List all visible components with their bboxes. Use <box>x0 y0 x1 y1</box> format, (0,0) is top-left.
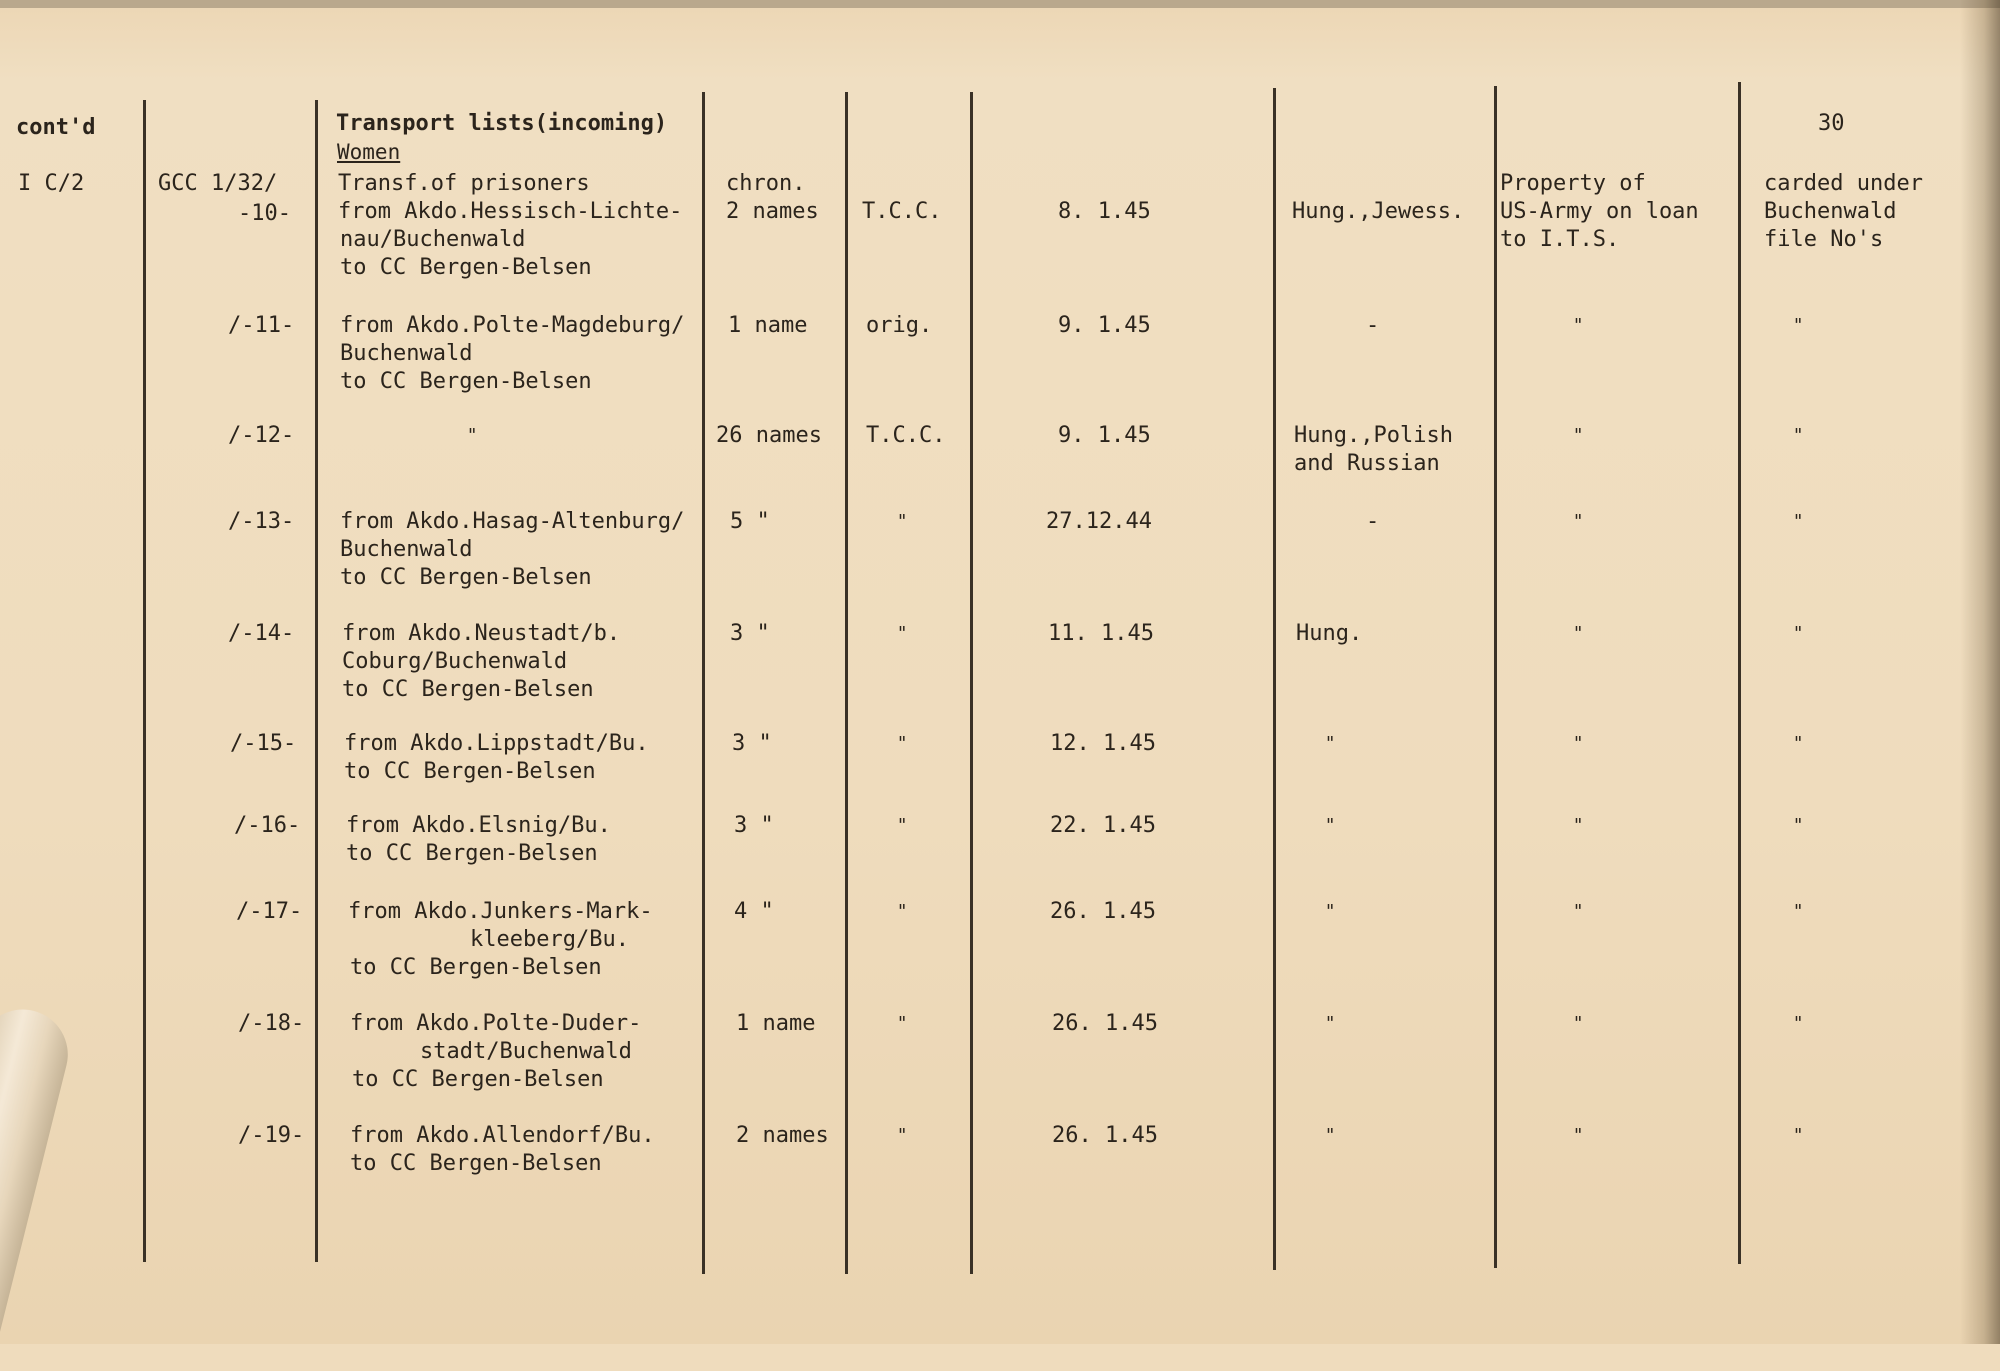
row-desc-line: kleeberg/Bu. <box>470 927 629 952</box>
row-nationality-ditto: " <box>1326 1013 1335 1034</box>
row-10-names: 2 names <box>726 199 819 224</box>
row-nationality-ditto: " <box>1326 901 1335 922</box>
property-note-line: Property of <box>1500 171 1646 196</box>
row-property-ditto: " <box>1574 1125 1583 1146</box>
row-desc-line: from Akdo.Polte-Duder- <box>350 1011 642 1036</box>
carded-note-line: Buchenwald <box>1764 199 1897 224</box>
row-desc-line: from Akdo.Junkers-Mark- <box>348 899 653 924</box>
row-carded-ditto: " <box>1794 623 1803 644</box>
row-desc-line: to CC Bergen-Belsen <box>352 1067 604 1092</box>
row-10-desc-line: to CC Bergen-Belsen <box>340 255 592 280</box>
row-names: 4 " <box>734 899 774 924</box>
file-ref: GCC 1/32/ <box>158 171 278 196</box>
row-date: 11. 1.45 <box>1048 621 1154 646</box>
carded-note-line: carded under <box>1764 171 1923 196</box>
row-desc-line: Buchenwald <box>340 341 473 366</box>
row-desc-line: from Akdo.Lippstadt/Bu. <box>344 731 649 756</box>
row-desc-line: stadt/Buchenwald <box>420 1039 632 1064</box>
row-nationality: Hung. <box>1296 621 1363 646</box>
row-form-ditto: " <box>898 623 907 644</box>
row-names: 3 " <box>734 813 774 838</box>
row-carded-ditto: " <box>1794 1125 1803 1146</box>
row-desc-line: from Akdo.Polte-Magdeburg/ <box>340 313 685 338</box>
row-carded-ditto: " <box>1794 315 1803 336</box>
row-id: /-12- <box>228 423 295 448</box>
row-form-ditto: " <box>898 511 907 532</box>
row-form-ditto: " <box>898 733 907 754</box>
row-property-ditto: " <box>1574 1013 1583 1034</box>
row-names: 5 " <box>730 509 770 534</box>
row-carded-ditto: " <box>1794 511 1803 532</box>
column-rule-6 <box>1273 88 1276 1270</box>
row-property-ditto: " <box>1574 815 1583 836</box>
row-desc-line: Coburg/Buchenwald <box>342 649 568 674</box>
row-desc-ditto: " <box>468 425 477 446</box>
row-10-desc-line: nau/Buchenwald <box>340 227 526 252</box>
section-ref: I C/2 <box>18 171 85 196</box>
row-nationality-ditto: " <box>1326 1125 1335 1146</box>
page-title: Transport lists(incoming) <box>336 111 668 136</box>
row-nationality: and Russian <box>1294 451 1440 476</box>
page-binding-shadow <box>1960 0 2000 1344</box>
column-rule-7 <box>1494 86 1497 1268</box>
row-carded-ditto: " <box>1794 733 1803 754</box>
row-form: T.C.C. <box>866 423 946 448</box>
page-number: 30 <box>1818 111 1845 136</box>
property-note-line: to I.T.S. <box>1500 227 1620 252</box>
column-rule-2 <box>315 100 318 1262</box>
row-desc-line: to CC Bergen-Belsen <box>340 565 592 590</box>
row-form: orig. <box>866 313 933 338</box>
row-desc-line: to CC Bergen-Belsen <box>350 955 602 980</box>
row-property-ditto: " <box>1574 425 1583 446</box>
column-rule-5 <box>970 92 973 1274</box>
page-top-edge <box>0 0 2000 8</box>
row-date: 9. 1.45 <box>1058 313 1151 338</box>
row-desc-line: to CC Bergen-Belsen <box>342 677 594 702</box>
row-names: 3 " <box>732 731 772 756</box>
row-carded-ditto: " <box>1794 815 1803 836</box>
row-id: /-17- <box>236 899 303 924</box>
row-desc-line: to CC Bergen-Belsen <box>340 369 592 394</box>
row-property-ditto: " <box>1574 901 1583 922</box>
page-subtitle: Women <box>337 140 401 164</box>
row-id: /-18- <box>238 1011 305 1036</box>
row-property-ditto: " <box>1574 511 1583 532</box>
row-date: 9. 1.45 <box>1058 423 1151 448</box>
property-note-line: US-Army on loan <box>1500 199 1699 224</box>
row-nationality-ditto: " <box>1326 815 1335 836</box>
row-nationality: - <box>1366 313 1380 338</box>
contd-label: cont'd <box>16 115 96 140</box>
page-clip <box>0 1000 77 1371</box>
row-nationality-ditto: " <box>1326 733 1335 754</box>
row-desc-line: from Akdo.Hasag-Altenburg/ <box>340 509 685 534</box>
row-date: 26. 1.45 <box>1050 899 1156 924</box>
carded-note-line: file No's <box>1764 227 1884 252</box>
row-date: 26. 1.45 <box>1052 1011 1158 1036</box>
row-desc-line: to CC Bergen-Belsen <box>346 841 598 866</box>
row-desc-line: from Akdo.Elsnig/Bu. <box>346 813 611 838</box>
row-names: 1 name <box>736 1011 816 1036</box>
row-names: 1 name <box>728 313 808 338</box>
row-id: /-16- <box>234 813 301 838</box>
row-desc-line: Buchenwald <box>340 537 473 562</box>
row-10-nationality: Hung.,Jewess. <box>1292 199 1465 224</box>
row-nationality: - <box>1366 509 1380 534</box>
row-date: 26. 1.45 <box>1052 1123 1158 1148</box>
row-id: /-15- <box>230 731 297 756</box>
row-carded-ditto: " <box>1794 425 1803 446</box>
row-names: 26 names <box>716 423 822 448</box>
row-10-date: 8. 1.45 <box>1058 199 1151 224</box>
row-10-desc-line: Transf.of prisoners <box>338 171 590 196</box>
row-form-ditto: " <box>898 815 907 836</box>
row-id: /-19- <box>238 1123 305 1148</box>
row-id: /-13- <box>228 509 295 534</box>
row-property-ditto: " <box>1574 623 1583 644</box>
names-header: chron. <box>726 171 806 196</box>
row-form-ditto: " <box>898 1013 907 1034</box>
column-rule-8 <box>1738 82 1741 1264</box>
row-date: 27.12.44 <box>1046 509 1152 534</box>
row-property-ditto: " <box>1574 733 1583 754</box>
row-form-ditto: " <box>898 1125 907 1146</box>
column-rule-4 <box>845 92 848 1274</box>
row-names: 2 names <box>736 1123 829 1148</box>
row-10-id: -10- <box>238 201 291 226</box>
row-names: 3 " <box>730 621 770 646</box>
row-id: /-14- <box>228 621 295 646</box>
row-nationality: Hung.,Polish <box>1294 423 1453 448</box>
row-desc-line: from Akdo.Allendorf/Bu. <box>350 1123 655 1148</box>
row-id: /-11- <box>228 313 295 338</box>
row-10-form: T.C.C. <box>862 199 942 224</box>
row-10-desc-line: from Akdo.Hessisch-Lichte- <box>338 199 683 224</box>
row-carded-ditto: " <box>1794 901 1803 922</box>
row-desc-line: from Akdo.Neustadt/b. <box>342 621 621 646</box>
row-carded-ditto: " <box>1794 1013 1803 1034</box>
column-rule-1 <box>143 100 146 1262</box>
row-date: 12. 1.45 <box>1050 731 1156 756</box>
row-desc-line: to CC Bergen-Belsen <box>344 759 596 784</box>
column-rule-3 <box>702 92 705 1274</box>
row-desc-line: to CC Bergen-Belsen <box>350 1151 602 1176</box>
row-date: 22. 1.45 <box>1050 813 1156 838</box>
row-property-ditto: " <box>1574 315 1583 336</box>
row-form-ditto: " <box>898 901 907 922</box>
